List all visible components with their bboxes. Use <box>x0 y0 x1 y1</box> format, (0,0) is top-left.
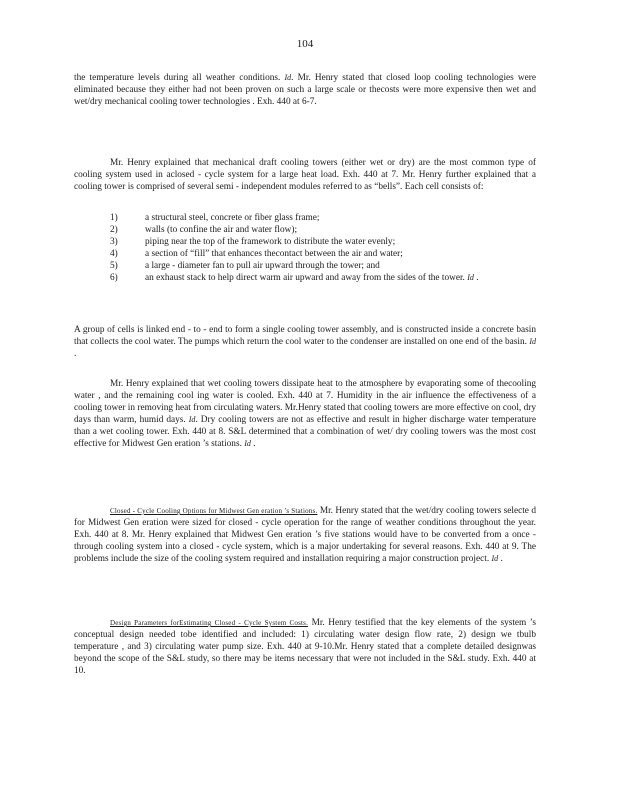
list-item-number: 1) <box>110 213 118 223</box>
p4-id-citation: Id <box>188 415 196 425</box>
list-item-text: piping near the top of the framework to distribute the water evenly; <box>145 237 396 248</box>
list-item <box>74 260 536 272</box>
p6-text: Mr. Henry testified that the key elements of the system ’s conceptual design needed tobe identified and included: 1) circulating water design flow rate, 2) design we tbulb temperature , and 3) circulating water pump size. Exh. 440 at 9-10.Mr. Henry stated that a complete detailed designwas beyond the scope of the S&L study, so there may be items necessary that were not included in the S&L study. Exh. 440 at 10. <box>74 618 536 677</box>
p1-text2: . Mr. Henry stated that closed loop cooling technologies were eliminated because they either had not been proven on such a large scale or thecosts were more expensive then wet and wet/dry mechanical cooling tower technologies . Exh. 440 at 6-7. <box>74 73 536 108</box>
paragraph-2: Mr. Henry explained that mechanical draft cooling towers (either wet or dry) are the most common type of cooling system used in aclosed - cycle system for a large heat load. Exh. 440 at 7. Mr. Henry further explained that a cooling tower is comprised of several semi - independent modules referred to as “bells”. Each cell consists of: <box>74 158 536 193</box>
section-heading-design-parameters: Design Parameters forEstimating Closed - Cycle System Costs. <box>110 619 309 627</box>
p5-text: Mr. Henry stated that the wet/dry cooling towers selecte d for Midwest Gen eration were sized for closed - cycle operation for the range of weather conditions throughout the year. Exh. 440 at 8. Mr. Henry explained that Midwest Gen eration ’s five stations would have to be converted from a once - through cooling system into a closed - cycle system, which is a major undertaking for several reasons. Exh. 440 at 9. The problems include the size of the cooling system required and installation requiring a major construction project. <box>74 506 536 565</box>
list-item-number: 6) <box>110 273 118 284</box>
list-item-number: 4) <box>110 249 118 260</box>
p1-id-citation: Id <box>284 73 292 82</box>
list-item-text: a structural steel, concrete or fiber glass frame; <box>145 213 320 223</box>
list-item <box>74 236 536 248</box>
paragraph-5: Closed - Cycle Cooling Options for Midwest Gen eration ’s Stations. Mr. Henry stated that the wet/dry cooling towers selecte d for Midwest Gen eration were sized for closed - cycle operation for the range of weather conditions throughout the year. Exh. 440 at 8. Mr. Henry explained that Midwest Gen eration ’s five stations would have to be converted from a once - through cooling system into a closed - cycle system, which is a major undertaking for several reasons. Exh. 440 at 9. The problems include the size of the cooling system required and installation requiring a major construction project. Id . <box>74 506 536 565</box>
list-item <box>74 248 536 260</box>
cell-components-list <box>74 212 536 285</box>
list-item-text: walls (to confine the air and water flow); <box>145 225 298 236</box>
paragraph-1 <box>74 72 536 108</box>
p3-text: A group of cells is linked end - to - end to form a single cooling tower assembly, and is constructed inside a concrete basin that collects the cool water. The pumps which return the cool water to the condenser are installed on one end of the basin. <box>74 325 536 348</box>
list-item-text: a section of “fill” that enhances thecontact between the air and water; <box>145 249 403 260</box>
list-item-id-citation: Id <box>467 273 474 283</box>
p1-text: the temperature levels during all weather conditions. <box>74 73 281 83</box>
list-item-number: 3) <box>110 237 118 248</box>
p4-text2: . Dry cooling towers are not as effective and result in higher discharge water temperature than a wet cooling tower. Exh. 440 at 8. S&L determined that a combination of wet/ dry cooling towers was the most cost effective for Midwest Gen eration ’s stations. <box>74 415 536 450</box>
list-item: 6) an exhaust stack to help direct warm air upward and away from the sides of the tower. Id . <box>74 272 536 284</box>
p4-text: Mr. Henry explained that wet cooling towers dissipate heat to the atmosphere by evaporating some of thecooling water , and the remaining cool ing water is cooled. Exh. 440 at 7. Humidity in the air influence the effectiveness of a cooling tower in removing heat from circulating waters. Mr.Henry stated that cooling towers are more effective on cool, dry days than warm, humid days. <box>74 379 536 426</box>
p3-id-citation: Id <box>529 337 536 347</box>
page-number: 104 <box>296 38 314 50</box>
paragraph-3: A group of cells is linked end - to - end to form a single cooling tower assembly, and is constructed inside a concrete basin that collects the cool water. The pumps which return the cool water to the condenser are installed on one end of the basin. Id . <box>74 325 536 360</box>
list-item <box>74 212 536 224</box>
paragraph-6 <box>74 617 536 677</box>
list-item-number: 5) <box>110 261 118 272</box>
section-heading-closed-cycle-options: Closed - Cycle Cooling Options for Midwest Gen eration ’s Stations. <box>110 507 318 515</box>
list-item-text: a large - diameter fan to pull air upward through the tower; and <box>145 261 380 272</box>
list-item-text: an exhaust stack to help direct warm air upward and away from the sides of the tower. <box>145 273 465 284</box>
paragraph-4: Mr. Henry explained that wet cooling towers dissipate heat to the atmosphere by evaporating some of thecooling water , and the remaining cool ing water is cooled. Exh. 440 at 7. Humidity in the air influence the effectiveness of a cooling tower in removing heat from circulating waters. Mr.Henry stated that cooling towers are more effective on cool, dry days than warm, humid days. Id. Dry cooling towers are not as effective and result in higher discharge water temperature than a wet cooling tower. Exh. 440 at 8. S&L determined that a combination of wet/ dry cooling towers was the most cost effective for Midwest Gen eration ’s stations. Id . <box>74 379 536 450</box>
p4-id-citation-2: Id <box>244 439 251 449</box>
list-item <box>74 224 536 236</box>
p5-id-citation: Id <box>491 554 499 564</box>
list-item-number: 2) <box>110 225 118 236</box>
